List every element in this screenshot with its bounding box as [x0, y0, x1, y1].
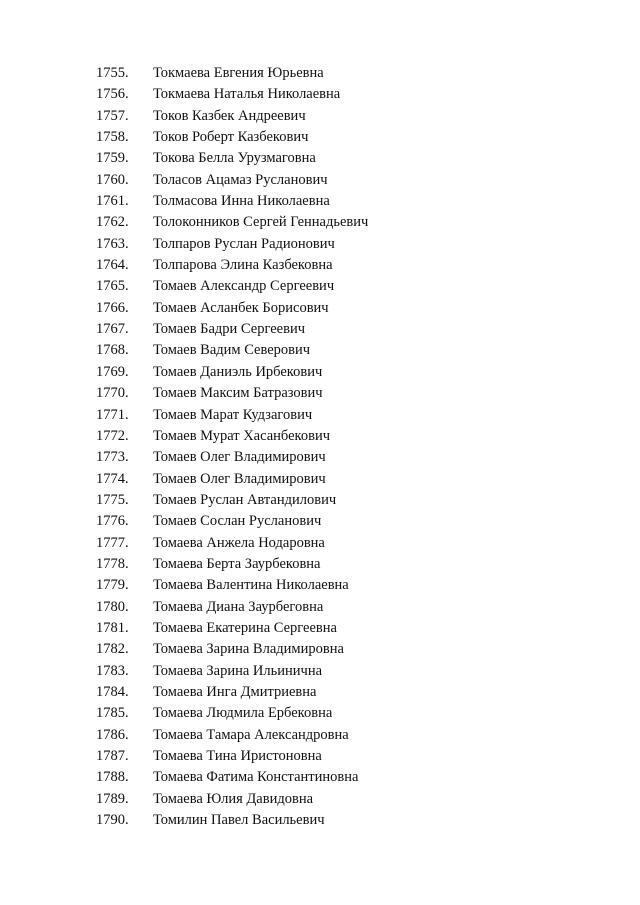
entry-name: Толпарова Элина Казбековна: [153, 257, 333, 274]
entry-name: Томаева Тамара Александровна: [153, 726, 349, 743]
entry-name: Толпаров Руслан Радионович: [153, 235, 335, 252]
list-item: [96, 170, 368, 191]
entry-name: Томаев Руслан Автандилович: [153, 491, 337, 508]
entry-number: 1771.: [96, 406, 129, 423]
entry-name: Толоконников Сергей Геннадьевич: [153, 214, 369, 231]
entry-name: Томаева Людмила Ербековна: [153, 705, 333, 722]
entry-number: 1766.: [96, 299, 129, 316]
entry-name: Токмаева Наталья Николаевна: [153, 86, 341, 103]
entry-number: 1764.: [96, 257, 129, 274]
entry-name: Томилин Павел Васильевич: [153, 812, 325, 829]
entry-name: Толмасова Инна Николаевна: [153, 193, 330, 210]
entry-number: 1779.: [96, 577, 129, 594]
list-item: [96, 490, 368, 511]
entry-name: Томаева Диана Заурбеговна: [153, 598, 324, 615]
entry-name: Томаев Бадри Сергеевич: [153, 321, 305, 338]
entry-number: 1762.: [96, 214, 129, 231]
entry-name: Томаев Даниэль Ирбекович: [153, 363, 323, 380]
entry-name: Толасов Ацамаз Русланович: [153, 171, 328, 188]
entry-number: 1769.: [96, 363, 129, 380]
list-item: [96, 767, 368, 788]
list-item: [96, 383, 368, 404]
entry-name: Томаева Инга Дмитриевна: [153, 683, 317, 700]
entry-name: Томаев Максим Батразович: [153, 385, 323, 402]
list-item: [96, 703, 368, 724]
entry-name: Томаев Марат Кудзагович: [153, 406, 313, 423]
list-item: [96, 682, 368, 703]
list-item: [96, 127, 368, 148]
list-item: [96, 298, 368, 319]
list-item: [96, 810, 368, 831]
entry-name: Томаева Валентина Николаевна: [153, 577, 349, 594]
entry-name: Томаев Вадим Северович: [153, 342, 311, 359]
entry-name: Томаев Мурат Хасанбекович: [153, 427, 331, 444]
entry-name: Томаева Фатима Константиновна: [153, 769, 359, 786]
entry-number: 1763.: [96, 235, 129, 252]
list-item: [96, 575, 368, 596]
entry-number: 1761.: [96, 193, 129, 210]
list-item: [96, 319, 368, 340]
entry-number: 1767.: [96, 321, 129, 338]
entry-name: Томаева Екатерина Сергеевна: [153, 619, 337, 636]
entry-name: Токмаева Евгения Юрьевна: [153, 65, 324, 81]
entry-number: 1755.: [96, 65, 129, 81]
entry-name: Томаев Сослан Русланович: [153, 513, 322, 530]
entry-name: Томаева Зарина Ильинична: [153, 662, 323, 679]
entry-number: 1782.: [96, 641, 129, 658]
list-item: [96, 426, 368, 447]
list-item: [96, 340, 368, 361]
entry-number: 1788.: [96, 769, 129, 786]
list-item: [96, 447, 368, 468]
list-item: [96, 191, 368, 212]
entry-number: 1789.: [96, 790, 129, 807]
entry-name: Томаева Анжела Нодаровна: [153, 534, 325, 551]
entry-number: 1756.: [96, 86, 129, 103]
entry-name: Томаев Александр Сергеевич: [153, 278, 335, 295]
list-item: [96, 746, 368, 767]
entry-name: Томаева Юлия Давидовна: [153, 790, 314, 807]
entry-number: 1775.: [96, 491, 129, 508]
entry-name: Токов Казбек Андреевич: [153, 107, 306, 124]
list-item: [96, 597, 368, 618]
list-item: [96, 276, 368, 297]
entry-name: Томаев Олег Владимирович: [153, 470, 326, 487]
entry-number: 1772.: [96, 427, 129, 444]
entry-name: Томаева Берта Заурбековна: [153, 555, 321, 572]
entry-number: 1773.: [96, 449, 129, 466]
list-item: [96, 106, 368, 127]
entry-number: 1780.: [96, 598, 129, 615]
list-item: [96, 84, 368, 105]
entry-number: 1759.: [96, 150, 129, 167]
entry-number: 1778.: [96, 555, 129, 572]
entry-name: Томаев Асланбек Борисович: [153, 299, 329, 316]
list-item: [96, 405, 368, 426]
list-item: [96, 639, 368, 660]
entry-number: 1781.: [96, 619, 129, 636]
entry-name: Томаева Тина Иристоновна: [153, 748, 322, 764]
entry-number: 1774.: [96, 470, 129, 487]
entry-number: 1768.: [96, 342, 129, 359]
entry-number: 1776.: [96, 513, 129, 530]
entry-name: Токов Роберт Казбекович: [153, 129, 309, 146]
list-item: [96, 661, 368, 682]
entry-number: 1783.: [96, 662, 129, 679]
list-item: [96, 362, 368, 383]
entry-number: 1786.: [96, 726, 129, 743]
list-item: [96, 234, 368, 255]
list-item: [96, 63, 368, 84]
entry-number: 1770.: [96, 385, 129, 402]
entry-number: 1760.: [96, 171, 129, 188]
list-item: [96, 533, 368, 554]
list-item: [96, 789, 368, 810]
entry-number: 1757.: [96, 107, 129, 124]
entry-number: 1790.: [96, 812, 129, 829]
entry-name: Токова Белла Урузмаговна: [153, 150, 316, 167]
entry-name: Томаев Олег Владимирович: [153, 449, 326, 466]
list-item: [96, 255, 368, 276]
entry-number: 1758.: [96, 129, 129, 146]
list-item: [96, 469, 368, 490]
entry-number: 1784.: [96, 683, 129, 700]
list-item: [96, 725, 368, 746]
entry-number: 1787.: [96, 748, 129, 764]
entry-number: 1785.: [96, 705, 129, 722]
list-item: [96, 148, 368, 169]
entry-number: 1777.: [96, 534, 129, 551]
name-list: [96, 63, 368, 831]
entry-name: Томаева Зарина Владимировна: [153, 641, 344, 658]
list-item: [96, 212, 368, 233]
list-item: [96, 554, 368, 575]
list-item: [96, 618, 368, 639]
entry-number: 1765.: [96, 278, 129, 295]
list-item: [96, 511, 368, 532]
